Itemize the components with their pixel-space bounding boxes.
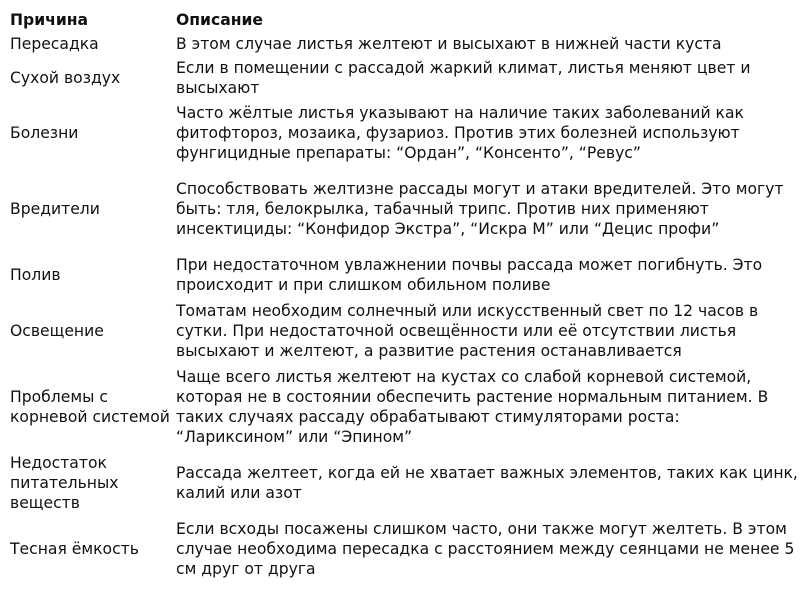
cause-cell: Проблемы с корневой системой [10,388,170,426]
table-row [10,298,800,364]
cause-cell: Болезни [10,124,79,142]
description-cell: Способствовать желтизне рассады могут и атаки вредителей. Это могут быть: тля, белокрылка, табачный трипс. Против них применяют инсектициды: “Конфидор Экстра”, “Искра М” или “Децис профи” [176,180,784,238]
description-cell: При недостаточном увлажнении почвы рассада может погибнуть. Это происходит и при слишком обильном поливе [176,256,763,294]
header-description: Описание [176,11,263,29]
table-row [10,32,800,56]
description-cell: Если всходы посажены слишком часто, они также могут желтеть. В этом случае необходима пересадка с расстоянием между сеянцами не менее 5 см друг от друга [176,520,795,578]
description-cell: Чаще всего листья желтеют на кустах со слабой корневой системой, которая не в состоянии обеспечить растение нормальным питанием. В таких случаях рассаду обрабатывают стимуляторами роста: “Лариксином” или “Эпином” [176,368,769,446]
table-row [10,450,800,516]
cause-cell: Пересадка [10,35,99,53]
description-cell: Если в помещении с рассадой жаркий климат, листья меняют цвет и высыхают [176,59,751,97]
table-row [10,56,800,100]
cause-cell: Вредители [10,200,100,218]
table-row [10,166,800,252]
cause-cell: Сухой воздух [10,69,121,87]
table-row [10,516,800,582]
cause-cell: Недостаток питательных веществ [10,454,119,512]
causes-table [10,8,800,582]
cause-cell: Тесная ёмкость [10,540,139,558]
description-cell: Рассада желтеет, когда ей не хватает важных элементов, таких как цинк, калий или азот [176,464,798,502]
table-row [10,364,800,450]
header-cause: Причина [10,11,89,29]
description-cell: Часто жёлтые листья указывают на наличие таких заболеваний как фитофтороз, мозаика, фузариоз. Против этих болезней используют фунгицидные препараты: “Ордан”, “Консенто”, “Ревус” [176,104,744,162]
description-cell: Томатам необходим солнечный или искусственный свет по 12 часов в сутки. При недостаточной освещённости или её отсутствии листья высыхают и желтеют, а развитие растения останавливается [176,302,759,360]
cause-cell: Полив [10,266,61,284]
table-row [10,252,800,298]
cause-cell: Освещение [10,322,104,340]
table-row [10,100,800,166]
description-cell: В этом случае листья желтеют и высыхают в нижней части куста [176,35,722,53]
table-header-row [10,8,800,32]
